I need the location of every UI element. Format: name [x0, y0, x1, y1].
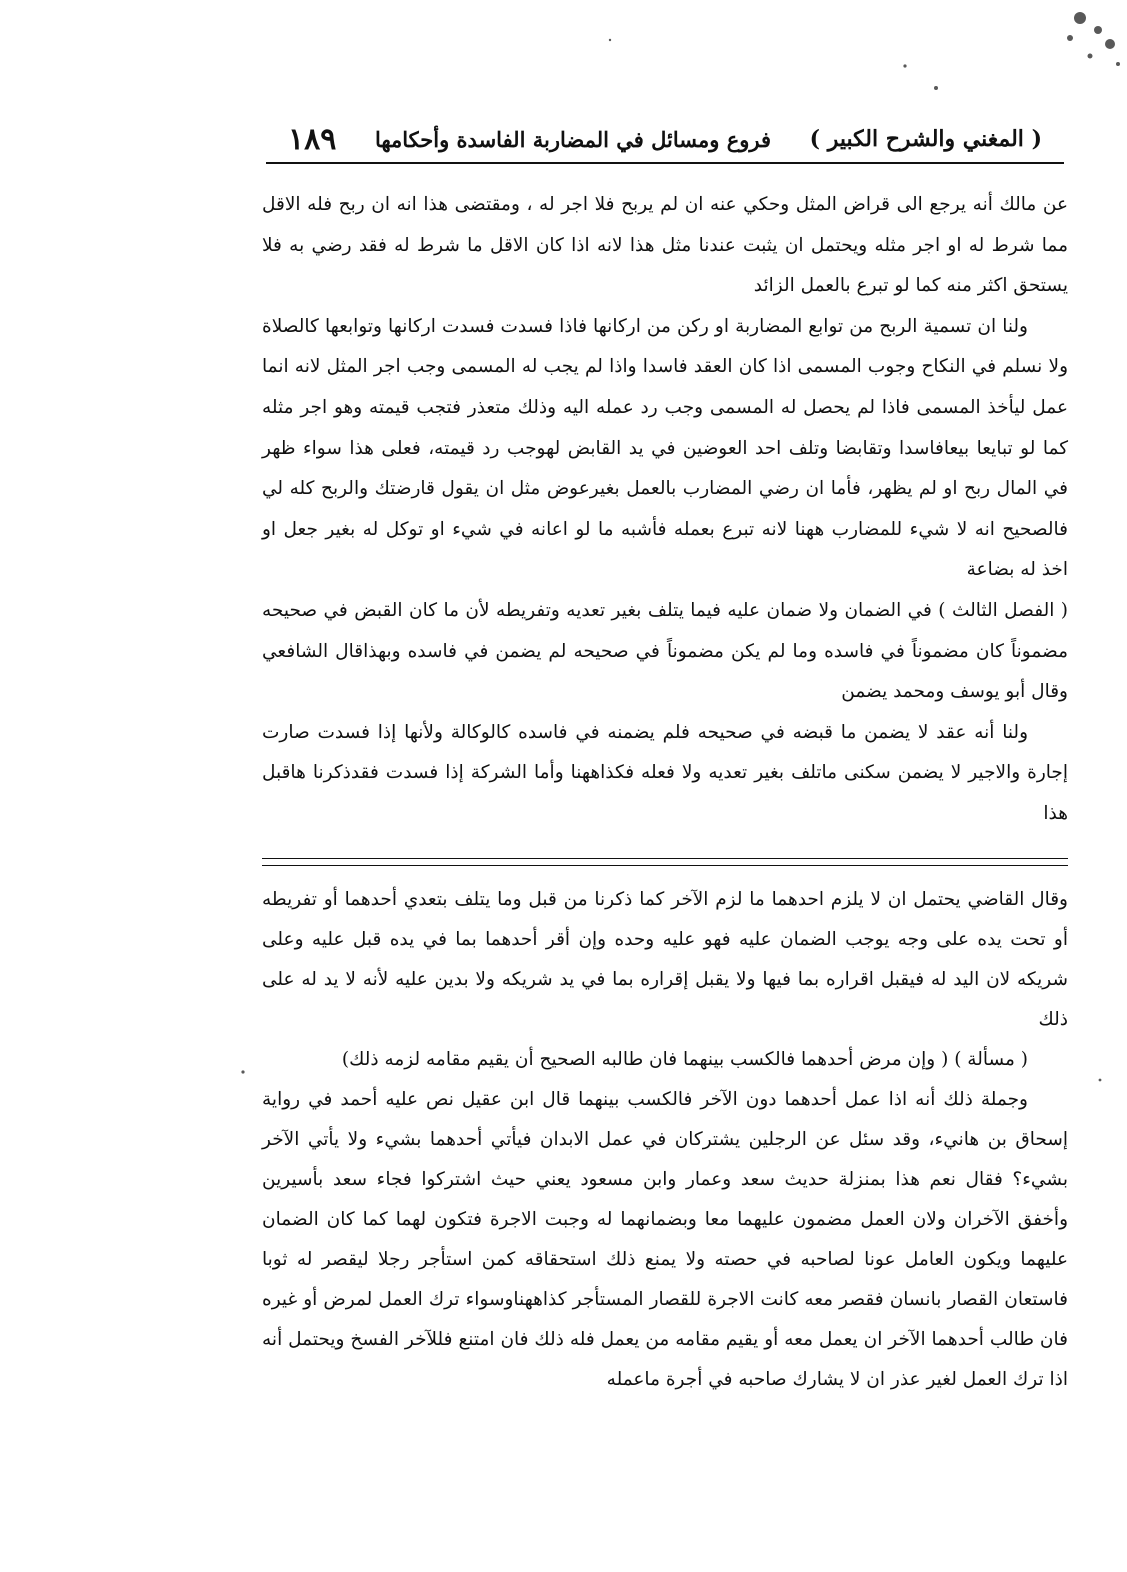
paragraph: ( مسألة ) ( وإن مرض أحدهما فالكسب بينهما فان طالبه الصحيح أن يقيم مقامه لزمه ذلك)	[341, 1049, 1028, 1070]
paragraph: ( الفصل الثالث ) في الضمان ولا ضمان عليه فيما يتلف بغير تعديه وتفريطه لأن ما كان القبض في صحيحه مضموناً كان مضموناً في فاسده وما لم يكن مضموناً في صحيحه لم يضمن في فاسده وبهذاقال الشافعي وقال أبو يوسف ومحمد يضمن	[262, 599, 1068, 703]
running-header	[268, 118, 1050, 160]
commentary-text	[262, 880, 1068, 1400]
book-title: ( المغني والشرح الكبير )	[809, 126, 1042, 152]
paragraph: وقال القاضي يحتمل ان لا يلزم احدهما ما لزم الآخر كما ذكرنا من قبل وما يتلف بتعدي أحدهما أو تفريطه أو تحت يده على وجه يوجب الضمان عليه فهو عليه وحده وإن أقر أحدهما بما في يده قبل عليه وعلى شريكه لان اليد له فيقبل اقراره بما فيها ولا يقبل إقراره بما في يد شريكه ولا بدين عليه لأنه لا يد له على ذلك	[262, 889, 1068, 1030]
paragraph: عن مالك أنه يرجع الى قراض المثل وحكي عنه ان لم يربح فلا اجر له ، ومقتضى هذا انه ان ربح فله الاقل مما شرط له او اجر مثله ويحتمل ان يثبت عندنا مثل هذا لانه اذا كان الاقل ما شرط له فقد رضي به فلا يستحق اكثر منه كما لو تبرع بالعمل الزائد	[262, 194, 1068, 297]
header-rule	[266, 162, 1064, 164]
page-number: ١٨٩	[288, 121, 337, 157]
paragraph: ولنا ان تسمية الربح من توابع المضاربة او ركن من اركانها فاذا فسدت فسدت اركانها وتوابعها كالصلاة ولا نسلم في النكاح وجوب المسمى اذا كان العقد فاسدا واذا لم يجب له المسمى وجب اجر المثل لانه انما عمل ليأخذ المسمى فاذا لم يحصل له المسمى وجب رد عمله اليه وذلك متعذر فتجب قيمته وهو اجر مثله كما لو تبايعا بيعافاسدا وتقابضا وتلف احد العوضين في يد القابض لهوجب رد قيمته، فعلى هذا سواء ظهر في المال ربح او لم يظهر، فأما ان رضي المضارب بالعمل بغيرعوض مثل ان يقول قارضتك والربح كله لي فالصحيح انه لا شيء للمضارب ههنا لانه تبرع بعمله فأشبه ما لو اعانه في شيء او توكل له بغير جعل او اخذ له بضاعة	[262, 315, 1068, 581]
section-divider	[262, 858, 1068, 866]
section-title: فروع ومسائل في المضاربة الفاسدة وأحكامها	[374, 126, 771, 152]
main-text	[262, 185, 1068, 835]
paragraph: ولنا أنه عقد لا يضمن ما قبضه في صحيحه فلم يضمنه في فاسده كالوكالة ولأنها إذا فسدت صارت إجارة والاجير لا يضمن سكنى ماتلف بغير تعديه ولا فعله فكذاههنا وأما الشركة إذا فسدت فقدذكرنا هاقبل هذا	[262, 721, 1068, 824]
paragraph: وجملة ذلك أنه اذا عمل أحدهما دون الآخر فالكسب بينهما قال ابن عقيل نص عليه أحمد في رواية إسحاق بن هانيء، وقد سئل عن الرجلين يشتركان في عمل الابدان فيأتي أحدهما بشيء ولا يأتي الآخر بشيء؟ فقال نعم هذا بمنزلة حديث سعد وعمار وابن مسعود يعني حيث اشتركوا فجاء سعد بأسيرين وأخفق الآخران ولان العمل مضمون عليهما معا وبضمانهما له وجبت الاجرة فتكون لهما كما كان الضمان عليهما ويكون العامل عونا لصاحبه في حصته ولا يمنع ذلك استحقاقه كمن استأجر رجلا ليقصر له ثوبا فاستعان القصار بانسان فقصر معه كانت الاجرة للقصار المستأجر كذاههناوسواء ترك العمل لمرض أو غيره فان طالب أحدهما الآخر ان يعمل معه أو يقيم مقامه من يعمل فله ذلك فان امتنع فللآخر الفسخ ويحتمل أنه اذا ترك العمل لغير عذر ان لا يشارك صاحبه في أجرة ماعمله	[262, 1089, 1068, 1390]
